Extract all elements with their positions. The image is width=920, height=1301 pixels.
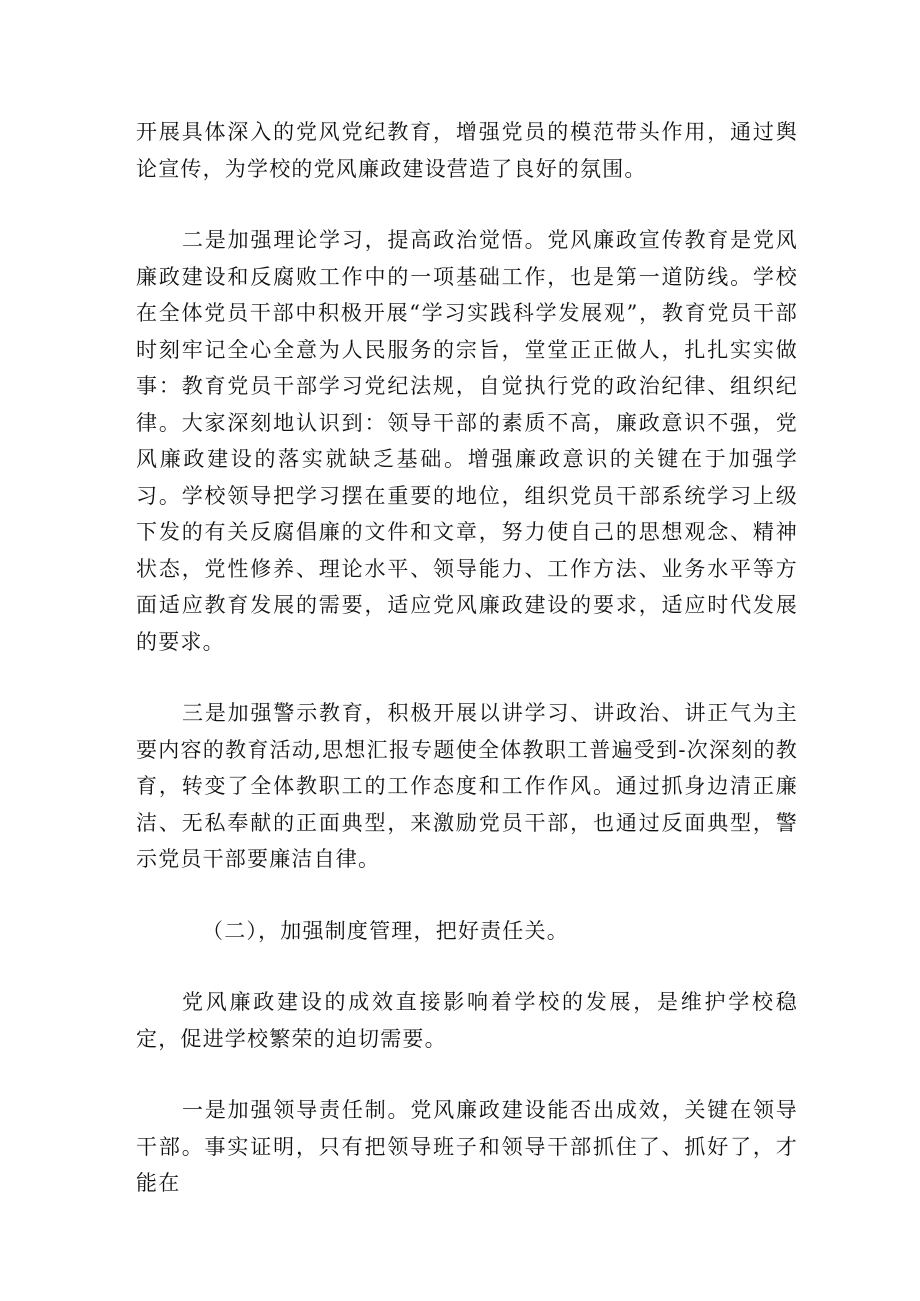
paragraph-construction-effect: 党风廉政建设的成效直接影响着学校的发展，是维护学校稳定，促进学校繁荣的迫切需要。 bbox=[136, 990, 798, 1051]
paragraph-theory-study: 二是加强理论学习，提高政治觉悟。党风廉政宣传教育是党风廉政建设和反腐败工作中的一项基础工作，也是第一道防线。学校在全体党员干部中积极开展“学习实践科学发展观”，教育党员干部时刻牢记全心全意为人民服务的宗旨，堂堂正正做人，扎扎实实做事：教育党员干部学习党纪法规，自觉执行党的政治纪律、组织纪律。大家深刻地认识到：领导干部的素质不高，廉政意识不强，党风廉政建设的落实就缺乏基础。增强廉政意识的关键在于加强学习。学校领导把学习摆在重要的地位，组织党员干部系统学习上级下发的有关反腐倡廉的文件和文章，努力使自己的思想观念、精神状态，党性修养、理论水平、领导能力、工作方法、业务水平等方面适应教育发展的需要，适应党风廉政建设的要求，适应时代发展的要求。 bbox=[136, 228, 798, 654]
paragraph-warning-education: 三是加强警示教育，积极开展以讲学习、讲政治、讲正气为主要内容的教育活动,思想汇报专题使全体教职工普遍受到-次深刻的教育，转变了全体教职工的工作态度和工作作风。通过抓身边清正廉洁、无私奉献的正面典型，来激励党员干部，也通过反面典型，警示党员干部要廉洁自律。 bbox=[136, 701, 798, 871]
paragraph-leadership-responsibility: 一是加强领导责任制。党风廉政建设能否出成效，关键在领导干部。事实证明，只有把领导班子和领导干部抓住了、抓好了，才能在 bbox=[136, 1098, 798, 1195]
section-heading-system-management: （二），加强制度管理，把好责任关。 bbox=[202, 918, 569, 943]
paragraph-continuation: 开展具体深入的党风党纪教育，增强党员的模范带头作用，通过舆论宣传，为学校的党风廉政建设营造了良好的氛围。 bbox=[136, 120, 798, 181]
